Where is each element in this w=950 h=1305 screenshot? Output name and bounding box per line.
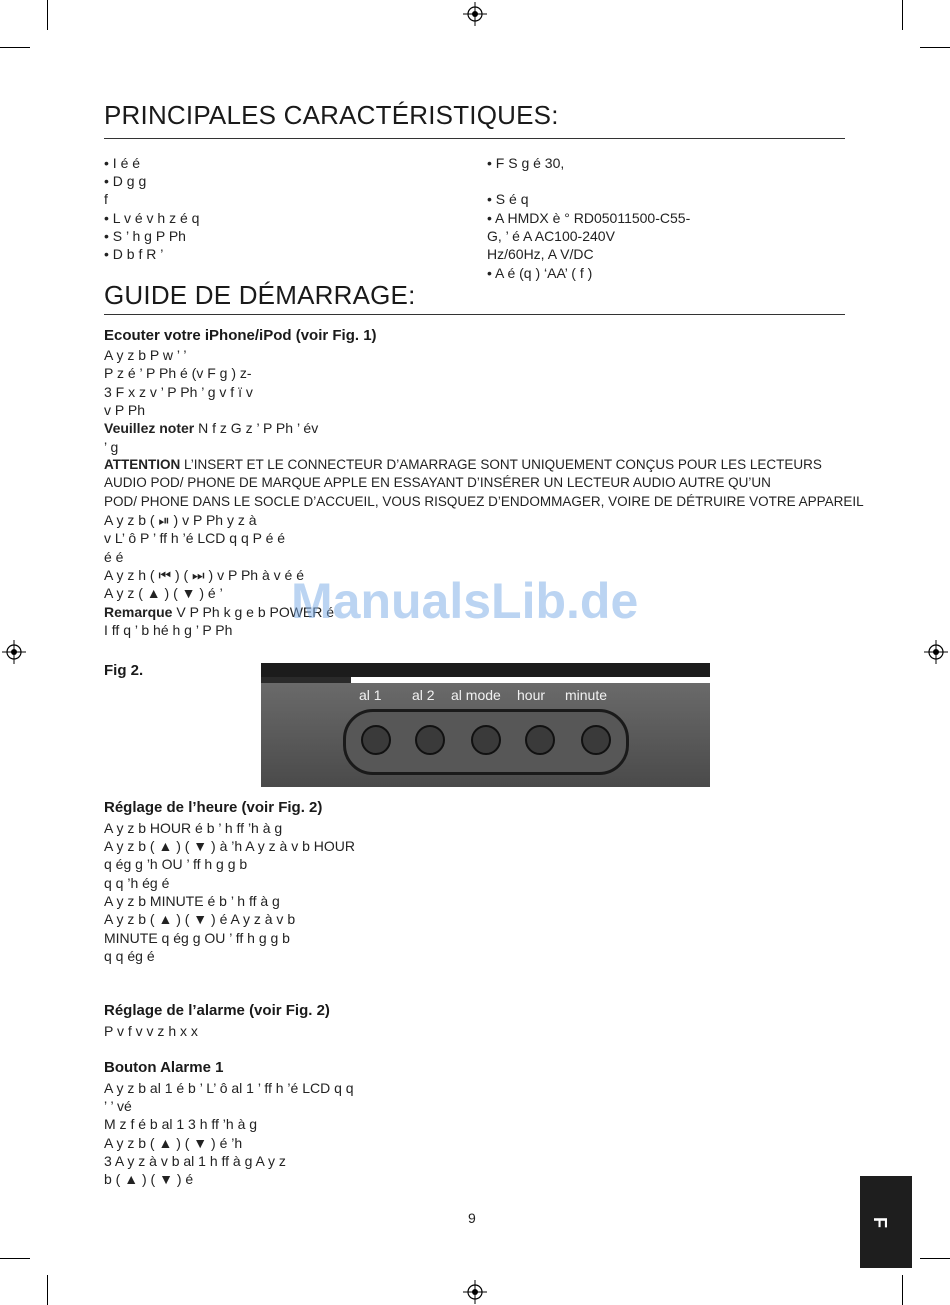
body-line: 3 A y z à v b al 1 h ff à g A y z (104, 1153, 286, 1169)
attention-line (104, 456, 822, 474)
body-line: q ég g ’h OU ’ ff h g g b (104, 856, 248, 872)
body-line: M z f é b al 1 3 h ff ’h à g (104, 1116, 258, 1132)
registration-mark-icon (463, 1280, 487, 1304)
guide-heading: GUIDE DE DÉMARRAGE: (104, 280, 416, 310)
heading-rule (104, 314, 845, 315)
feature-line: G, ’ é A AC100-240V (487, 228, 615, 244)
feature-line: • D g g (104, 173, 147, 189)
body-line: A y z b al 1 é b ’ L’ ô al 1 ’ ff h ’é LCD q q (104, 1080, 354, 1096)
section-title: Bouton Alarme 1 (104, 1059, 224, 1076)
feature-line: • I é é (104, 155, 141, 171)
panel-label-al-mode: al mode (451, 687, 501, 703)
section-title: Réglage de l’alarme (voir Fig. 2) (104, 1002, 330, 1019)
registration-mark-icon (924, 640, 948, 664)
body-line: é é (104, 549, 124, 565)
body-line: 3 F x z v ’ P Ph ’ g v f ï v (104, 384, 253, 400)
remark-text: V P Ph k g e b POWER é (172, 604, 335, 620)
attention-text: L’INSERT ET LE CONNECTEUR D’AMARRAGE SONT UNIQUEMENT CONÇUS POUR LES LECTEURS (180, 457, 822, 472)
feature-line: f (104, 191, 108, 207)
crop-mark (920, 1258, 950, 1259)
body-line: P z é ’ P Ph é (v F g ) z- (104, 365, 252, 381)
minute-button (581, 725, 611, 755)
feature-line: • S ’ h g P Ph (104, 228, 186, 244)
attention-line: AUDIO POD/ PHONE DE MARQUE APPLE EN ESSAYANT D’INSÉRER UN LECTEUR AUDIO AUTRE QU’UN (104, 475, 771, 490)
body-line: A y z b MINUTE é b ’ h ff à g (104, 893, 280, 909)
section-title: Ecouter votre iPhone/iPod (voir Fig. 1) (104, 327, 377, 344)
body-line: b ( ▲ ) ( ▼ ) é (104, 1171, 194, 1187)
panel-label-hour: hour (517, 687, 546, 703)
al-mode-button (471, 725, 501, 755)
panel-label-al2: al 2 (412, 687, 435, 703)
body-line: A y z h ( ⏮ ) ( ⏭ ) v P Ph à v é é (104, 567, 305, 583)
heading-rule (104, 138, 845, 139)
note-text: N f z G z ’ P Ph ’ év (194, 420, 319, 436)
crop-mark (902, 1275, 903, 1305)
attention-line: POD/ PHONE DANS LE SOCLE D’ACCUEIL, VOUS RISQUEZ D’ENDOMMAGER, VOIRE DE DÉTRUIRE VOTRE APPAREIL (104, 494, 864, 509)
hour-button (525, 725, 555, 755)
language-tab-label: F (870, 1217, 890, 1228)
feature-line: Hz/60Hz, A V/DC (487, 246, 594, 262)
body-line: A y z b ( ▲ ) ( ▼ ) é ’h (104, 1135, 243, 1151)
registration-mark-icon (463, 2, 487, 26)
body-line: A y z b HOUR é b ’ h ff ’h à g (104, 820, 283, 836)
remark-label: Remarque (104, 604, 173, 620)
body-line: q q ég é (104, 948, 155, 964)
panel-label-minute: minute (565, 687, 608, 703)
feature-line: • S é q (487, 191, 529, 207)
feature-line: • A HMDX è ° RD05011500-C55- (487, 210, 691, 226)
alarm-panel-photo (261, 663, 710, 787)
al2-button (415, 725, 445, 755)
feature-line: • F S g é 30, (487, 155, 565, 171)
figure-caption: Fig 2. (104, 662, 144, 679)
body-line: v L’ ô P ’ ff h ’é LCD q q P é é (104, 530, 286, 546)
body-line: A y z b ( ▲ ) ( ▼ ) à ’h A y z à v b HOUR (104, 838, 355, 854)
crop-mark (920, 47, 950, 48)
language-tab (860, 1176, 912, 1268)
feature-line: • L v é v h z é q (104, 210, 200, 226)
body-line: MINUTE q ég g OU ’ ff h g g b (104, 930, 290, 946)
body-line: A y z b P w ’ ’ (104, 347, 187, 363)
photo-edge (261, 663, 710, 677)
registration-mark-icon (2, 640, 26, 664)
section-title: Réglage de l’heure (voir Fig. 2) (104, 799, 323, 816)
body-line: P v f v v z h x x (104, 1023, 198, 1039)
crop-mark (0, 1258, 30, 1259)
body-line: A y z ( ▲ ) ( ▼ ) é ’ (104, 585, 223, 601)
features-heading: PRINCIPALES CARACTÉRISTIQUES: (104, 100, 559, 130)
body-line: v P Ph (104, 402, 145, 418)
note-label: Veuillez noter (104, 420, 195, 436)
feature-line: • D b f R ’ (104, 246, 164, 262)
crop-mark (47, 0, 48, 30)
note-line (104, 419, 318, 437)
body-line: A y z b ( ▲ ) ( ▼ ) é A y z à v b (104, 911, 296, 927)
attention-label: ATTENTION (104, 457, 181, 472)
body-line: I ff q ’ b hé h g ’ P Ph (104, 622, 233, 638)
watermark: ManualsLib.de (291, 573, 639, 629)
panel-label-al1: al 1 (359, 687, 382, 703)
page-number: 9 (468, 1210, 476, 1226)
body-line: ’ ’ vé (104, 1098, 132, 1114)
body-line: q q ’h ég é (104, 875, 170, 891)
body-line: ’ g (104, 439, 119, 455)
crop-mark (902, 0, 903, 30)
body-line: A y z b ( ⏯ ) v P Ph y z à (104, 512, 257, 528)
feature-line: • A é (q ) ‘AA’ ( f ) (487, 265, 593, 281)
al1-button (361, 725, 391, 755)
crop-mark (47, 1275, 48, 1305)
crop-mark (0, 47, 30, 48)
